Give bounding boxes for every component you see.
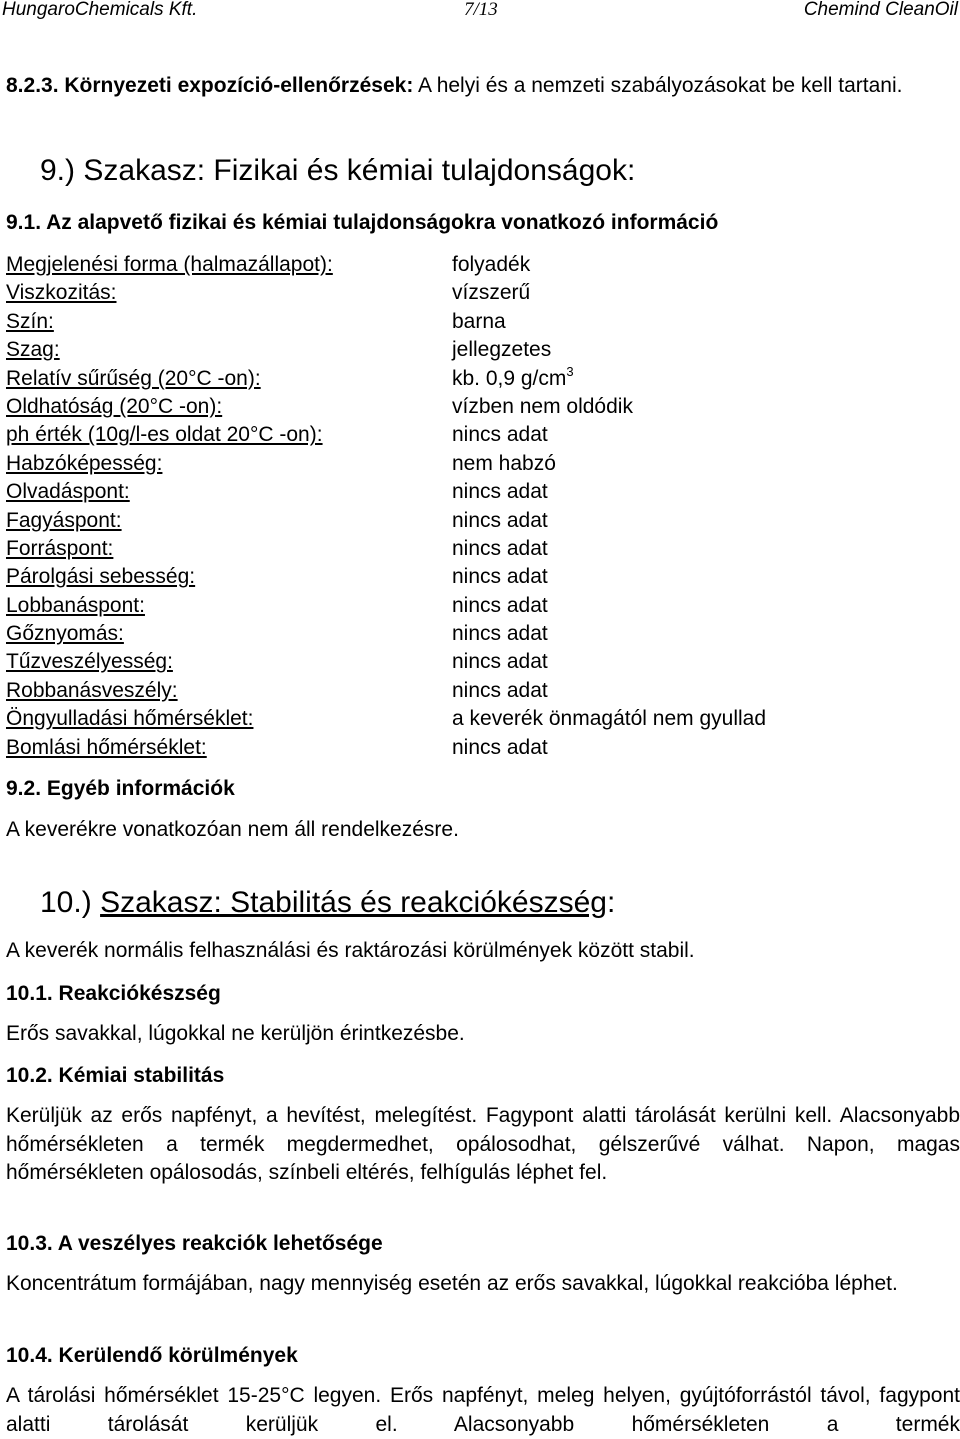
property-value xyxy=(452,279,530,307)
property-value xyxy=(452,620,548,648)
property-value-text: jellegzetes xyxy=(452,338,552,362)
property-row xyxy=(6,308,960,336)
section-10-4-text: A tárolási hőmérséklet 15-25°C legyen. Erős napfényt, meleg helyen, gyújtóforrástól távol, fagypont alatti tárolását kerüljük el. Alacsonyabb hőmérsékleten a termék xyxy=(6,1384,960,1436)
property-value-text: a keverék önmagától nem gyullad xyxy=(452,707,767,731)
property-row xyxy=(6,478,960,506)
property-value xyxy=(452,535,548,563)
section-10-3-text: Koncentrátum formájában, nagy mennyiség esetén az erős savakkal, lúgokkal reakcióba léphet. xyxy=(6,1272,898,1295)
section-10-1-heading: 10.1. Reakciókészség xyxy=(6,982,221,1005)
property-value-text: nincs adat xyxy=(452,536,548,560)
property-label: ph érték (10g/l-es oldat 20°C -on): xyxy=(6,423,323,447)
property-value-text: barna xyxy=(452,309,506,333)
section-9-heading xyxy=(40,153,635,189)
section-8-2-3 xyxy=(6,72,960,101)
property-row xyxy=(6,251,960,279)
section-10-3-heading: 10.3. A veszélyes reakciók lehetősége xyxy=(6,1232,383,1255)
property-row xyxy=(6,393,960,421)
property-row xyxy=(6,535,960,563)
property-row xyxy=(6,279,960,307)
property-value-text: nincs adat xyxy=(452,480,548,504)
section-9-2-text: A keverékre vonatkozóan nem áll rendelkezésre. xyxy=(6,818,459,841)
properties-table xyxy=(6,251,960,762)
company-name: HungaroChemicals Kft. xyxy=(2,0,198,20)
page-header xyxy=(0,0,960,22)
property-value-text: nincs adat xyxy=(452,593,548,617)
section-10-4-heading: 10.4. Kerülendő körülmények xyxy=(6,1344,298,1367)
section-8-2-3-label: 8.2.3. Környezeti expozíció-ellenőrzések: xyxy=(6,74,414,97)
section-10-2-heading: 10.2. Kémiai stabilitás xyxy=(6,1064,225,1087)
section-10-paren: ) xyxy=(81,886,92,919)
property-value xyxy=(452,705,766,733)
section-10-heading xyxy=(40,885,615,921)
property-row xyxy=(6,450,960,478)
property-label: Párolgási sebesség: xyxy=(6,565,196,589)
section-9-title: Szakasz: Fizikai és kémiai tulajdonságok: xyxy=(83,154,636,187)
property-value-text: nincs adat xyxy=(452,650,548,674)
property-value-text: folyadék xyxy=(452,253,531,276)
property-row xyxy=(6,592,960,620)
product-name: Chemind CleanOil xyxy=(803,0,958,20)
property-label: Viszkozitás: xyxy=(6,281,117,305)
property-label: Habzóképesség: xyxy=(6,451,163,475)
property-row xyxy=(6,677,960,705)
property-label: Robbanásveszély: xyxy=(6,678,178,702)
property-row xyxy=(6,365,960,393)
property-value xyxy=(452,592,548,620)
property-label: Olvadáspont: xyxy=(6,480,130,504)
property-label: Bomlási hőmérséklet: xyxy=(6,735,207,759)
section-9-number: 9. xyxy=(40,154,66,187)
property-row xyxy=(6,563,960,591)
property-value xyxy=(452,734,548,762)
section-9-2-heading: 9.2. Egyéb információk xyxy=(6,777,235,800)
property-label: Gőznyomás: xyxy=(6,622,124,646)
property-row xyxy=(6,507,960,535)
property-value-text: vízszerű xyxy=(452,281,531,305)
section-10-number: 10. xyxy=(40,886,82,919)
property-value-text: nincs adat xyxy=(452,735,548,759)
section-10-2-text: Kerüljük az erős napfényt, a hevítést, melegítést. Fagypont alatti tárolását kerülni kell. Alacsonyabb hőmérsékleten a termék megdermedhet, opálosodhat, gélszerűvé válhat. Napon, magas hőmérsékleten opálosodás, színbeli eltérés, felhígulás léphet fel. xyxy=(6,1104,960,1184)
property-label: Lobbanáspont: xyxy=(6,593,145,617)
property-label: Oldhatóság (20°C -on): xyxy=(6,394,223,418)
property-value-text: nincs adat xyxy=(452,423,548,447)
property-value xyxy=(452,308,506,336)
property-label: Forráspont: xyxy=(6,536,114,560)
property-label: Szag: xyxy=(6,338,60,362)
property-row xyxy=(6,620,960,648)
property-value-superscript: 3 xyxy=(566,363,574,379)
property-value-text: nincs adat xyxy=(452,508,548,532)
property-row xyxy=(6,421,960,449)
property-value-text: vízben nem oldódik xyxy=(452,394,633,418)
section-9-paren: ) xyxy=(65,154,76,187)
section-10-1-text: Erős savakkal, lúgokkal ne kerüljön érintkezésbe. xyxy=(6,1022,465,1045)
property-label: Öngyulladási hőmérséklet: xyxy=(6,707,254,731)
property-row xyxy=(6,705,960,733)
property-value xyxy=(452,365,574,393)
property-value xyxy=(452,336,551,364)
property-value xyxy=(452,421,548,449)
section-8-2-3-text: A helyi és a nemzeti szabályozásokat be kell tartani. xyxy=(418,74,903,97)
property-value xyxy=(452,251,530,279)
property-label: Relatív sűrűség (20°C -on): xyxy=(6,366,261,390)
property-value-text: nincs adat xyxy=(452,622,548,646)
property-value xyxy=(452,393,633,421)
section-10-intro: A keverék normális felhasználási és raktározási körülmények között stabil. xyxy=(6,939,695,962)
property-value-text: nem habzó xyxy=(452,451,556,475)
property-row xyxy=(6,734,960,762)
property-value xyxy=(452,648,548,676)
property-value xyxy=(452,677,548,705)
property-row xyxy=(6,336,960,364)
property-value xyxy=(452,450,556,478)
property-value xyxy=(452,478,548,506)
property-label: Fagyáspont: xyxy=(6,508,122,532)
property-label: Szín: xyxy=(6,309,54,333)
section-10-title: Szakasz: Stabilitás és reakciókészség xyxy=(100,886,607,919)
property-row xyxy=(6,648,960,676)
property-label: Megjelenési forma (halmazállapot): xyxy=(6,253,333,276)
property-value-text: kb. 0,9 g/cm xyxy=(452,366,567,390)
property-label: Tűzveszélyesség: xyxy=(6,650,173,674)
property-value xyxy=(452,507,548,535)
property-value xyxy=(452,563,548,591)
section-9-1-heading: 9.1. Az alapvető fizikai és kémiai tulajdonságokra vonatkozó információ xyxy=(6,211,719,234)
property-value-text: nincs adat xyxy=(452,678,548,702)
page-number: 7/13 xyxy=(464,0,498,20)
section-10-colon: : xyxy=(606,886,616,919)
property-value-text: nincs adat xyxy=(452,565,548,589)
